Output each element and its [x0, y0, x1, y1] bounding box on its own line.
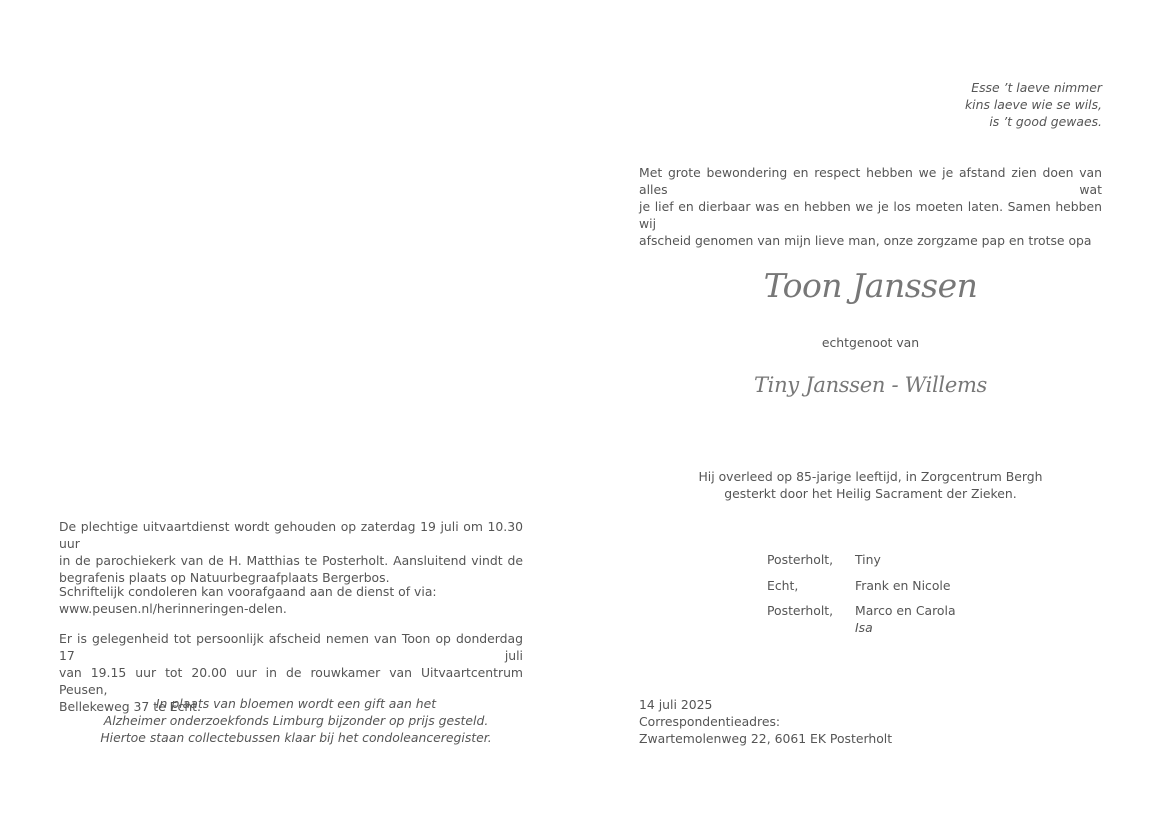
family-names-main: Tiny: [855, 552, 881, 567]
family-row: [767, 551, 1067, 568]
correspondence-block: [639, 696, 939, 747]
flowers-line: Alzheimer onderzoekfonds Limburg bijzonder op prijs gesteld.: [103, 713, 489, 728]
family-names-main: Frank en Nicole: [855, 577, 951, 593]
poem-line: Esse ’t laeve nimmer: [971, 80, 1102, 95]
farewell-line: Er is gelegenheid tot persoonlijk afscheid nemen van Toon op donderdag 17 juli: [59, 631, 523, 663]
family-place: Posterholt,: [767, 552, 834, 567]
poem-line: is ’t good gewaes.: [989, 114, 1102, 129]
flowers-note: [59, 695, 533, 746]
farewell-line: van 19.15 uur tot 20.00 uur in de rouwkamer van Uitvaartcentrum Peusen,: [59, 665, 523, 697]
family-list: [767, 551, 1067, 645]
service-line: begrafenis plaats op Natuurbegraafplaats Bergerbos.: [59, 570, 390, 585]
family-place: Posterholt,: [767, 603, 834, 618]
spouse-name: Tiny Janssen - Willems: [753, 373, 988, 397]
deceased-name: Toon Janssen: [763, 266, 978, 305]
condolence-link[interactable]: www.peusen.nl/herinneringen-delen.: [59, 601, 287, 616]
condolence-line: Schriftelijk condoleren kan voorafgaand aan de dienst of via:: [59, 584, 437, 599]
intro-line: afscheid genomen van mijn lieve man, onze zorgzame pap en trotse opa: [639, 233, 1092, 248]
family-names-main: Marco en Carola: [855, 603, 956, 618]
passing-line: gesterkt door het Heilig Sacrament der Zieken.: [724, 486, 1017, 501]
flowers-line: Hiertoe staan collectebussen klaar bij het condoleanceregister.: [100, 730, 492, 745]
passing-line: Hij overleed op 85-jarige leeftijd, in Zorgcentrum Bergh: [698, 469, 1043, 484]
flowers-line: In plaats van bloemen wordt een gift aan het: [155, 696, 437, 711]
intro-line: je lief en dierbaar was en hebben we je los moeten laten. Samen hebben wij: [639, 199, 1102, 231]
card-date: 14 juli 2025: [639, 697, 713, 712]
family-names: [855, 551, 881, 568]
funeral-service-text: [59, 518, 523, 586]
farewell-line: Bellekeweg 37 te Echt.: [59, 699, 201, 714]
poem-line: kins laeve wie se wils,: [965, 97, 1102, 112]
family-row: [767, 577, 1067, 594]
family-names: [855, 577, 950, 594]
service-line: in de parochiekerk van de H. Matthias te Posterholt. Aansluitend vindt de: [59, 553, 523, 568]
poem: [860, 79, 1102, 130]
service-line: De plechtige uitvaartdienst wordt gehouden op zaterdag 19 juli om 10.30 uur: [59, 519, 523, 551]
family-names: [855, 602, 956, 636]
intro-text: [639, 164, 1102, 249]
family-grandchild: Isa: [855, 620, 873, 635]
spouse-label: echtgenoot van: [821, 335, 920, 350]
correspondence-address: Zwartemolenweg 22, 6061 EK Posterholt: [639, 731, 893, 746]
passing-text: [639, 468, 1102, 502]
family-row: [767, 602, 1067, 636]
condolence-text: [59, 583, 523, 617]
family-place: Echt,: [767, 577, 799, 593]
correspondence-label: Correspondentieadres:: [639, 714, 781, 729]
intro-line: Met grote bewondering en respect hebben we je afstand zien doen van alles wat: [639, 165, 1102, 197]
